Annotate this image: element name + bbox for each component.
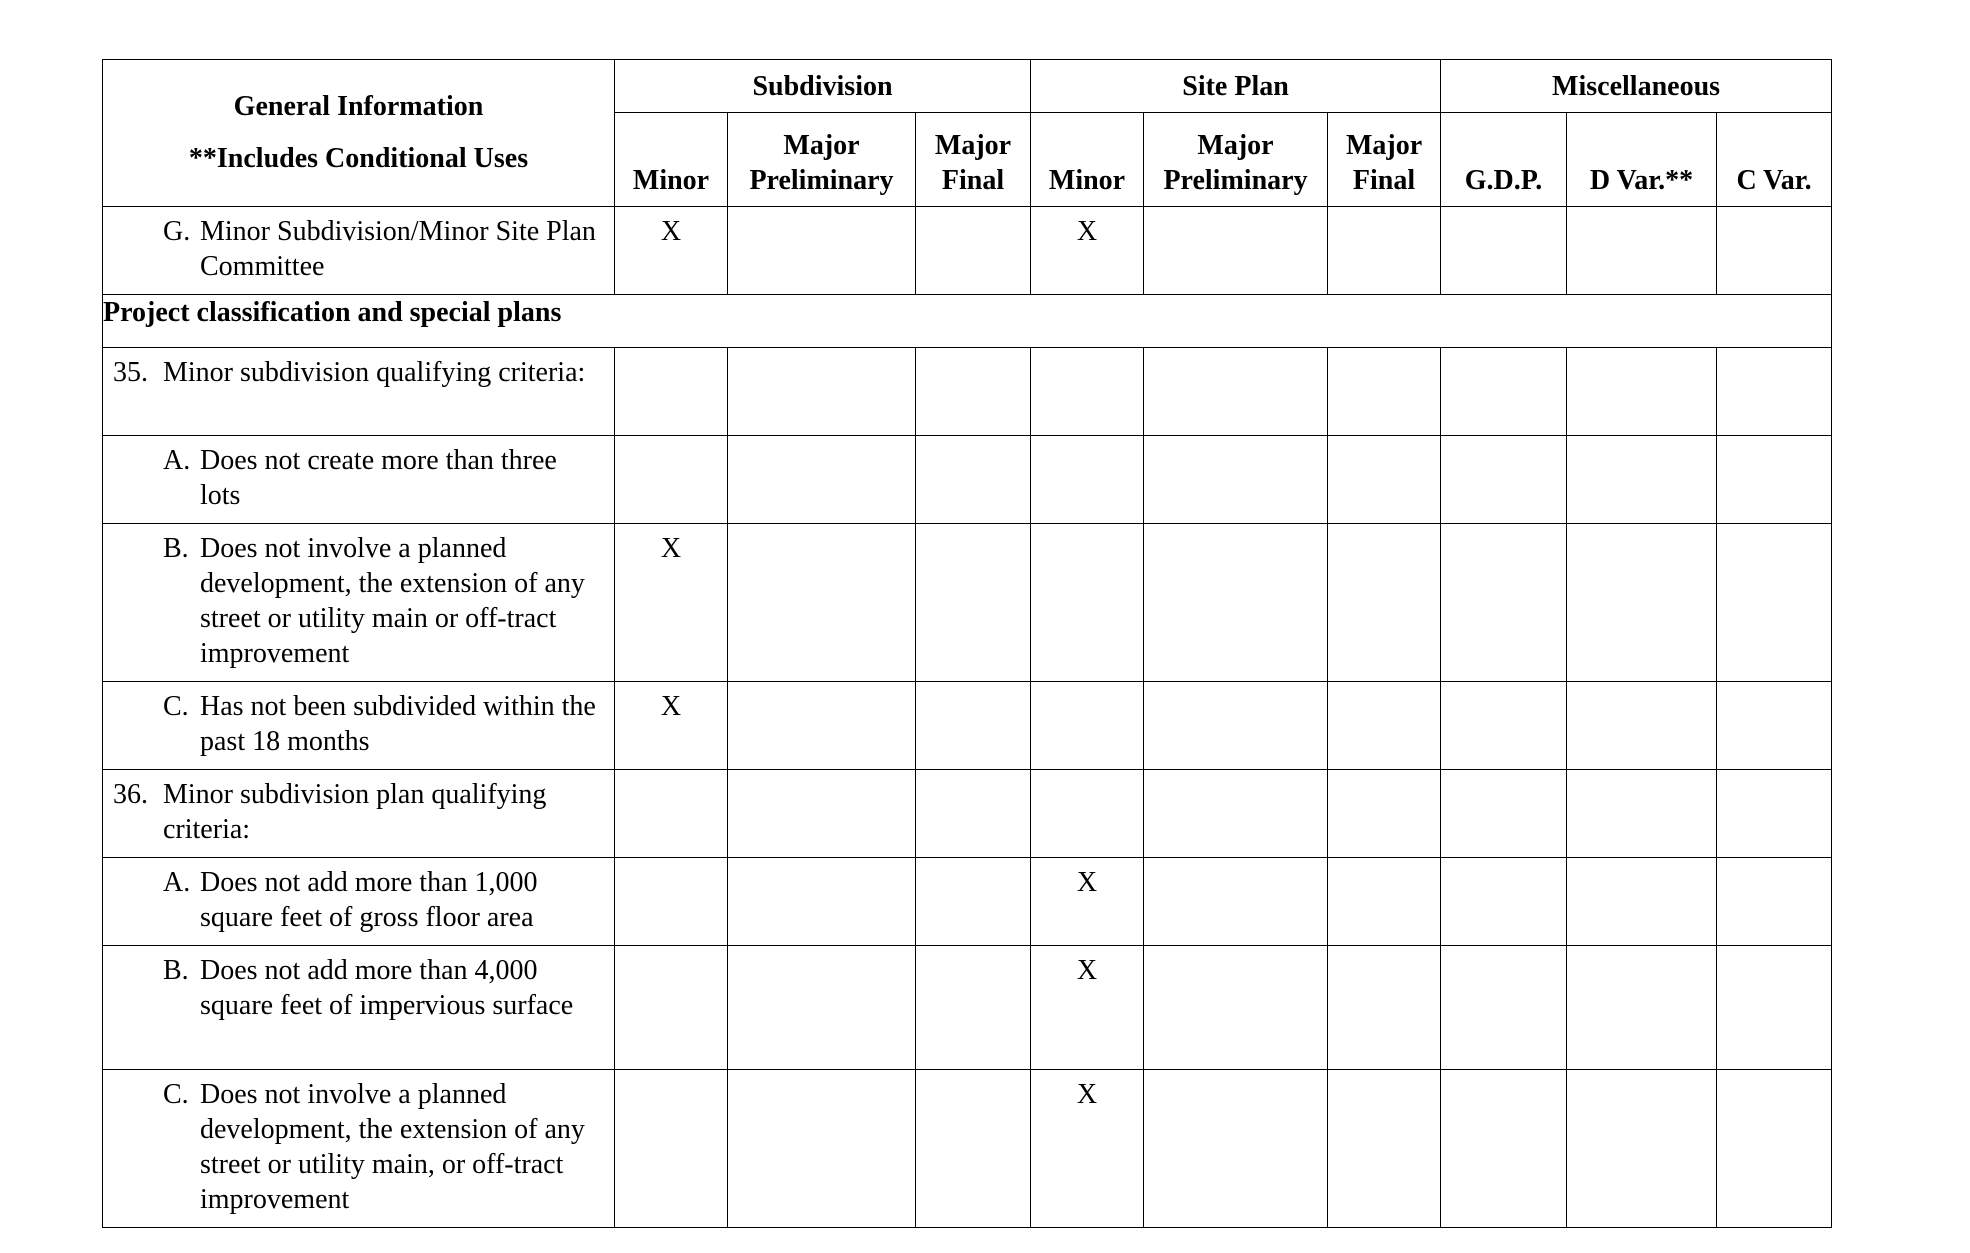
col-label: D Var.**	[1589, 165, 1694, 196]
mark-subdivision-major-preliminary	[728, 682, 916, 770]
item-text: Minor subdivision plan qualifying criteria:	[163, 779, 547, 845]
mark-site-plan-major-preliminary	[1144, 946, 1328, 1070]
row-label	[103, 207, 615, 295]
mark-c-var	[1717, 1070, 1832, 1228]
col-header-site-plan-major-final	[1328, 113, 1441, 207]
mark-subdivision-minor	[615, 858, 728, 946]
section-title: Project classification and special plans	[103, 295, 1832, 348]
mark-subdivision-major-preliminary	[728, 436, 916, 524]
mark-d-var	[1567, 348, 1717, 436]
mark-subdivision-major-final	[916, 436, 1031, 524]
mark-site-plan-minor	[1031, 436, 1144, 524]
item-text: Minor subdivision qualifying criteria:	[163, 357, 586, 388]
item-text: Does not create more than three lots	[200, 445, 557, 511]
row-label	[103, 524, 615, 682]
mark-site-plan-major-final	[1328, 682, 1441, 770]
item-number: 35.	[113, 357, 148, 388]
mark-subdivision-major-final	[916, 524, 1031, 682]
mark-site-plan-minor: X	[1031, 1070, 1144, 1228]
section-row	[103, 295, 1832, 348]
mark-c-var	[1717, 946, 1832, 1070]
mark-subdivision-major-preliminary	[728, 524, 916, 682]
mark-site-plan-minor	[1031, 682, 1144, 770]
mark-subdivision-minor: X	[615, 524, 728, 682]
group-header-miscellaneous: Miscellaneous	[1441, 60, 1832, 113]
mark-subdivision-major-final	[916, 682, 1031, 770]
col-header-d-var	[1567, 113, 1717, 207]
item-number: B.	[163, 955, 189, 986]
row-label	[103, 682, 615, 770]
row-label	[103, 1070, 615, 1228]
mark-c-var	[1717, 436, 1832, 524]
mark-c-var	[1717, 858, 1832, 946]
mark-c-var	[1717, 682, 1832, 770]
item-text: Does not involve a planned development, the extension of any street or utility main or off-tract improvement	[200, 533, 585, 669]
col-header-site-plan-minor	[1031, 113, 1144, 207]
mark-site-plan-minor: X	[1031, 946, 1144, 1070]
mark-site-plan-major-preliminary	[1144, 524, 1328, 682]
mark-subdivision-major-preliminary	[728, 348, 916, 436]
mark-subdivision-major-final	[916, 946, 1031, 1070]
table-row	[103, 770, 1832, 858]
col-label-line2: Preliminary	[749, 165, 894, 196]
col-label: G.D.P.	[1464, 165, 1543, 196]
item-number: C.	[163, 691, 189, 722]
mark-gdp	[1441, 436, 1567, 524]
col-label-line2: Preliminary	[1163, 165, 1308, 196]
general-information-header	[103, 60, 615, 207]
mark-site-plan-major-preliminary	[1144, 770, 1328, 858]
mark-subdivision-major-preliminary	[728, 770, 916, 858]
mark-gdp	[1441, 1070, 1567, 1228]
col-header-subdivision-major-final	[916, 113, 1031, 207]
header-row-groups	[103, 60, 1832, 113]
row-label	[103, 348, 615, 436]
mark-subdivision-minor: X	[615, 207, 728, 295]
mark-site-plan-minor	[1031, 770, 1144, 858]
col-label-line1: Major	[1345, 130, 1423, 161]
mark-site-plan-major-preliminary	[1144, 436, 1328, 524]
col-label-line1: Major	[783, 130, 860, 161]
item-text: Minor Subdivision/Minor Site Plan Committee	[200, 216, 596, 282]
item-number: A.	[163, 867, 191, 898]
mark-site-plan-major-preliminary	[1144, 1070, 1328, 1228]
mark-subdivision-major-final	[916, 858, 1031, 946]
conditional-uses-note: **Includes Conditional Uses	[188, 143, 529, 174]
mark-subdivision-major-final	[916, 348, 1031, 436]
mark-subdivision-minor	[615, 770, 728, 858]
table-row	[103, 682, 1832, 770]
mark-subdivision-major-preliminary	[728, 1070, 916, 1228]
group-header-site-plan: Site Plan	[1031, 60, 1441, 113]
application-checklist-table	[102, 59, 1832, 1228]
col-label-line1: Major	[1197, 130, 1274, 161]
mark-site-plan-minor	[1031, 524, 1144, 682]
mark-subdivision-major-final	[916, 770, 1031, 858]
mark-gdp	[1441, 524, 1567, 682]
item-number: G.	[163, 216, 191, 247]
mark-d-var	[1567, 436, 1717, 524]
mark-gdp	[1441, 682, 1567, 770]
table-row	[103, 946, 1832, 1070]
mark-c-var	[1717, 524, 1832, 682]
item-number: A.	[163, 445, 191, 476]
row-label	[103, 946, 615, 1070]
mark-gdp	[1441, 858, 1567, 946]
mark-subdivision-major-final	[916, 207, 1031, 295]
mark-site-plan-major-final	[1328, 1070, 1441, 1228]
table-row	[103, 1070, 1832, 1228]
mark-d-var	[1567, 524, 1717, 682]
item-number: 36.	[113, 779, 148, 810]
mark-gdp	[1441, 946, 1567, 1070]
mark-site-plan-minor: X	[1031, 858, 1144, 946]
mark-subdivision-major-preliminary	[728, 946, 916, 1070]
mark-site-plan-major-final	[1328, 348, 1441, 436]
col-header-gdp	[1441, 113, 1567, 207]
table-row	[103, 858, 1832, 946]
col-label: C Var.	[1736, 165, 1812, 196]
mark-site-plan-minor: X	[1031, 207, 1144, 295]
col-header-subdivision-major-preliminary	[728, 113, 916, 207]
table-row	[103, 524, 1832, 682]
item-text: Does not involve a planned development, the extension of any street or utility main, or off-tract improvement	[200, 1079, 585, 1215]
row-label	[103, 858, 615, 946]
mark-site-plan-major-final	[1328, 436, 1441, 524]
mark-subdivision-minor	[615, 348, 728, 436]
row-label	[103, 770, 615, 858]
item-number: C.	[163, 1079, 189, 1110]
mark-d-var	[1567, 682, 1717, 770]
group-header-subdivision: Subdivision	[615, 60, 1031, 113]
mark-subdivision-major-preliminary	[728, 858, 916, 946]
mark-site-plan-major-preliminary	[1144, 207, 1328, 295]
col-label: Minor	[632, 165, 710, 196]
col-label: Minor	[1048, 165, 1126, 196]
mark-subdivision-major-preliminary	[728, 207, 916, 295]
mark-c-var	[1717, 348, 1832, 436]
mark-site-plan-major-preliminary	[1144, 348, 1328, 436]
mark-site-plan-major-final	[1328, 524, 1441, 682]
col-header-c-var	[1717, 113, 1832, 207]
col-header-subdivision-minor	[615, 113, 728, 207]
mark-gdp	[1441, 348, 1567, 436]
mark-d-var	[1567, 1070, 1717, 1228]
mark-subdivision-minor	[615, 1070, 728, 1228]
col-label-line1: Major	[934, 130, 1012, 161]
mark-subdivision-minor	[615, 436, 728, 524]
mark-site-plan-minor	[1031, 348, 1144, 436]
mark-gdp	[1441, 770, 1567, 858]
table-row	[103, 436, 1832, 524]
mark-site-plan-major-final	[1328, 946, 1441, 1070]
mark-subdivision-minor: X	[615, 682, 728, 770]
table-row	[103, 348, 1832, 436]
mark-c-var	[1717, 207, 1832, 295]
mark-gdp	[1441, 207, 1567, 295]
mark-d-var	[1567, 858, 1717, 946]
col-label-line2: Final	[941, 165, 1005, 196]
mark-site-plan-major-final	[1328, 770, 1441, 858]
mark-subdivision-minor	[615, 946, 728, 1070]
mark-site-plan-major-final	[1328, 858, 1441, 946]
col-header-site-plan-major-preliminary	[1144, 113, 1328, 207]
item-text: Does not add more than 4,000 square feet of impervious surface	[200, 955, 574, 1021]
mark-subdivision-major-final	[916, 1070, 1031, 1228]
item-number: B.	[163, 533, 189, 564]
mark-site-plan-major-preliminary	[1144, 858, 1328, 946]
row-label	[103, 436, 615, 524]
item-text: Has not been subdivided within the past 18 months	[200, 691, 596, 757]
mark-d-var	[1567, 770, 1717, 858]
table-row	[103, 207, 1832, 295]
general-information-title: General Information	[233, 91, 484, 122]
mark-d-var	[1567, 207, 1717, 295]
item-text: Does not add more than 1,000 square feet of gross floor area	[200, 867, 538, 933]
mark-d-var	[1567, 946, 1717, 1070]
mark-c-var	[1717, 770, 1832, 858]
mark-site-plan-major-final	[1328, 207, 1441, 295]
mark-site-plan-major-preliminary	[1144, 682, 1328, 770]
col-label-line2: Final	[1352, 165, 1416, 196]
